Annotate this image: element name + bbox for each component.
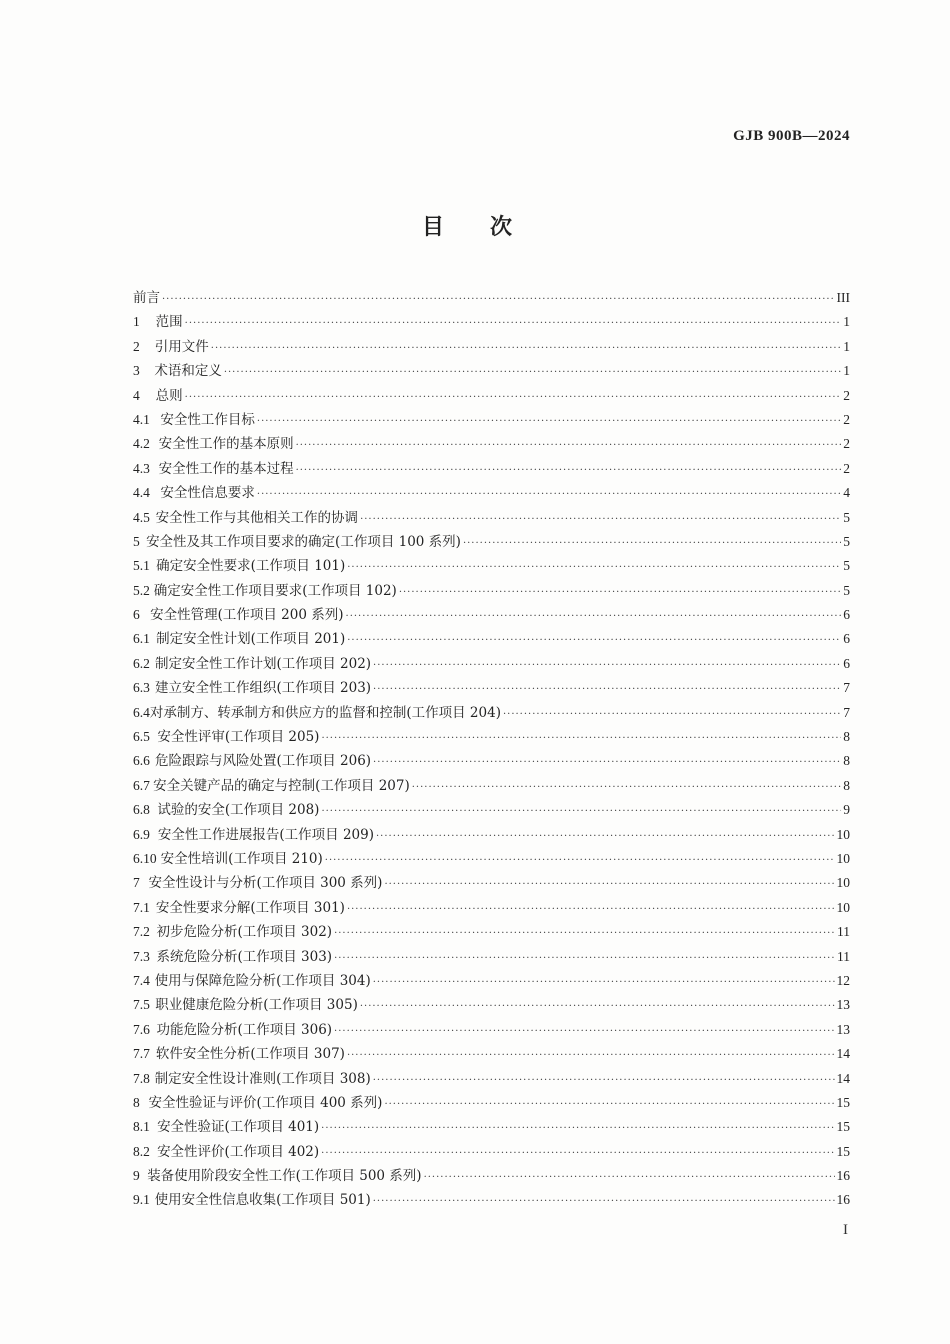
toc-entry-title: 建立安全性工作组织(工作项目 203) xyxy=(154,680,372,697)
toc-entry-title: 安全性要求分解(工作项目 301) xyxy=(155,899,345,916)
toc-entry-page: 4 xyxy=(843,485,850,501)
toc-leader-dots xyxy=(399,581,841,605)
toc-entry[interactable] xyxy=(133,530,850,554)
toc-entry-title: 危险跟踪与风险处置(工作项目 206) xyxy=(154,753,372,770)
toc-entry-number: 7.3 xyxy=(133,948,150,964)
toc-entry[interactable] xyxy=(133,993,850,1017)
toc-entry-page: 8 xyxy=(843,777,850,793)
toc-entry-number: 7 xyxy=(133,875,140,891)
toc-entry-title: 制定安全性计划(工作项目 201) xyxy=(156,631,346,648)
toc-leader-dots xyxy=(321,1117,834,1141)
toc-entry-number: 6.8 xyxy=(133,802,150,818)
toc-entry[interactable] xyxy=(133,384,850,408)
toc-entry-title: 安全性验证与评价(工作项目 400 系列) xyxy=(148,1094,383,1111)
toc-entry-page: 2 xyxy=(843,460,850,476)
toc-entry[interactable] xyxy=(133,627,850,651)
toc-entry[interactable] xyxy=(133,457,850,481)
toc-entry[interactable] xyxy=(133,603,850,627)
toc-leader-dots xyxy=(224,361,841,385)
toc-leader-dots xyxy=(257,483,841,507)
toc-entry-page: 2 xyxy=(843,411,850,427)
toc-title: 目次 xyxy=(421,215,558,240)
toc-entry[interactable] xyxy=(133,554,850,578)
toc-entry-number: 9.1 xyxy=(133,1192,150,1208)
toc-entry-title: 安全性设计与分析(工作项目 300 系列) xyxy=(148,875,383,892)
toc-entry-number: 8.2 xyxy=(133,1143,150,1159)
toc-entry-number: 6.9 xyxy=(133,826,150,842)
toc-entry-page: 10 xyxy=(836,850,850,866)
toc-entry[interactable] xyxy=(133,579,850,603)
toc-entry-title: 安全性工作进展报告(工作项目 209) xyxy=(157,826,374,843)
toc-entry-page: 5 xyxy=(843,533,850,549)
toc-entry-title: 确定安全性要求(工作项目 101) xyxy=(156,558,346,575)
toc-entry[interactable] xyxy=(133,823,850,847)
toc-entry-number: 4.5 xyxy=(133,509,150,525)
toc-entry-number: 6.2 xyxy=(133,655,150,671)
table-of-contents xyxy=(133,286,850,1213)
toc-leader-dots xyxy=(211,337,841,361)
toc-entry-title: 系统危险分析(工作项目 303) xyxy=(156,948,333,965)
toc-entry[interactable] xyxy=(133,896,850,920)
toc-entry-title: 安全性工作的基本原则 xyxy=(158,436,294,453)
toc-leader-dots xyxy=(334,1020,834,1044)
toc-entry-number: 8 xyxy=(133,1094,140,1110)
toc-leader-dots xyxy=(296,459,842,483)
toc-entry-page: 6 xyxy=(843,607,850,623)
standard-code: GJB 900B—2024 xyxy=(733,128,850,144)
toc-leader-dots xyxy=(296,434,842,458)
toc-entry-title: 初步危险分析(工作项目 302) xyxy=(156,924,333,941)
toc-entry[interactable] xyxy=(133,432,850,456)
toc-entry[interactable] xyxy=(133,1091,850,1115)
toc-leader-dots xyxy=(360,508,841,532)
toc-leader-dots xyxy=(384,1093,834,1117)
toc-entry-number: 7.5 xyxy=(133,997,150,1013)
toc-entry-page: 11 xyxy=(837,948,850,964)
toc-entry-title: 安全关键产品的确定与控制(工作项目 207) xyxy=(153,777,410,794)
toc-leader-dots xyxy=(321,727,841,751)
toc-entry-title: 总则 xyxy=(155,387,183,404)
toc-entry-title: 制定安全性工作计划(工作项目 202) xyxy=(154,655,372,672)
toc-entry[interactable] xyxy=(133,1018,850,1042)
toc-entry-title: 职业健康危险分析(工作项目 305) xyxy=(155,997,358,1014)
toc-entry-page: 13 xyxy=(836,1021,850,1037)
toc-entry[interactable] xyxy=(133,506,850,530)
toc-entry[interactable] xyxy=(133,1067,850,1091)
toc-leader-dots xyxy=(325,849,835,873)
toc-entry[interactable] xyxy=(133,847,850,871)
toc-entry[interactable] xyxy=(133,286,850,310)
toc-leader-dots xyxy=(424,1166,835,1190)
toc-entry-page: 5 xyxy=(843,558,850,574)
toc-leader-dots xyxy=(347,1044,835,1068)
toc-entry-number: 7.2 xyxy=(133,924,150,940)
toc-entry-page: 10 xyxy=(836,875,850,891)
toc-entry-title: 安全性管理(工作项目 200 系列) xyxy=(150,607,344,624)
toc-entry[interactable] xyxy=(133,1140,850,1164)
toc-entry[interactable] xyxy=(133,969,850,993)
toc-entry-number: 6.5 xyxy=(133,729,150,745)
toc-leader-dots xyxy=(373,1190,835,1214)
toc-entry-number: 2 xyxy=(133,338,140,354)
toc-leader-dots xyxy=(376,825,835,849)
toc-entry-number: 6.10 xyxy=(133,850,157,866)
toc-entry-page: 5 xyxy=(843,509,850,525)
toc-entry[interactable] xyxy=(133,652,850,676)
toc-entry[interactable] xyxy=(133,408,850,432)
toc-entry-title: 安全性验证(工作项目 401) xyxy=(157,1119,320,1136)
toc-entry-number: 7.1 xyxy=(133,899,150,915)
toc-entry-number: 4.1 xyxy=(133,411,150,427)
toc-entry[interactable] xyxy=(133,725,850,749)
toc-leader-dots xyxy=(373,1069,835,1093)
toc-leader-dots xyxy=(321,1142,834,1166)
toc-leader-dots xyxy=(360,995,835,1019)
toc-leader-dots xyxy=(384,873,834,897)
toc-entry-page: 14 xyxy=(836,1046,850,1062)
toc-entry-number: 6.1 xyxy=(133,631,150,647)
toc-entry-title: 安全性信息要求 xyxy=(160,485,255,502)
toc-entry-number: 7.6 xyxy=(133,1021,150,1037)
toc-entry-title: 安全性及其工作项目要求的确定(工作项目 100 系列) xyxy=(146,533,461,550)
toc-entry-page: 15 xyxy=(836,1119,850,1135)
toc-entry[interactable] xyxy=(133,1164,850,1188)
toc-entry-number: 7.4 xyxy=(133,972,150,988)
toc-entry-number: 4.2 xyxy=(133,436,150,452)
page-number: I xyxy=(843,1222,848,1238)
toc-entry-page: 15 xyxy=(836,1143,850,1159)
toc-entry[interactable] xyxy=(133,1042,850,1066)
toc-entry-page: 7 xyxy=(843,704,850,720)
toc-entry[interactable] xyxy=(133,359,850,383)
toc-entry[interactable] xyxy=(133,1115,850,1139)
toc-entry-page: 13 xyxy=(836,997,850,1013)
toc-entry-page: 2 xyxy=(843,436,850,452)
toc-entry-page: 1 xyxy=(843,363,850,379)
toc-entry-number: 4.3 xyxy=(133,460,150,476)
toc-entry[interactable] xyxy=(133,920,850,944)
toc-leader-dots xyxy=(321,800,841,824)
toc-leader-dots xyxy=(463,532,841,556)
toc-entry-title: 试验的安全(工作项目 208) xyxy=(157,802,320,819)
toc-leader-dots xyxy=(347,898,835,922)
toc-entry-title: 安全性工作目标 xyxy=(160,411,255,428)
toc-leader-dots xyxy=(334,922,835,946)
toc-entry-page: 10 xyxy=(836,899,850,915)
toc-entry[interactable] xyxy=(133,1188,850,1212)
toc-leader-dots xyxy=(185,312,842,336)
toc-entry[interactable] xyxy=(133,945,850,969)
toc-entry-page: 16 xyxy=(836,1192,850,1208)
toc-entry-number: 5.2 xyxy=(133,582,150,598)
toc-entry-title: 术语和定义 xyxy=(154,363,222,380)
toc-entry-title: 前言 xyxy=(133,290,160,306)
toc-entry-number: 1 xyxy=(133,314,140,330)
toc-entry-title: 安全性工作与其他相关工作的协调 xyxy=(155,509,359,526)
toc-entry-title: 使用与保障危险分析(工作项目 304) xyxy=(154,972,371,989)
toc-entry[interactable] xyxy=(133,774,850,798)
toc-entry-number: 7.7 xyxy=(133,1046,150,1062)
toc-entry[interactable] xyxy=(133,871,850,895)
toc-entry-number: 3 xyxy=(133,363,140,379)
toc-entry-title: 安全性评价(工作项目 402) xyxy=(157,1143,320,1160)
toc-entry-title: 装备使用阶段安全性工作(工作项目 500 系列) xyxy=(147,1168,422,1185)
toc-entry-number: 4.4 xyxy=(133,485,150,501)
toc-entry[interactable] xyxy=(133,798,850,822)
toc-entry-number: 6.7 xyxy=(133,777,150,793)
toc-entry[interactable] xyxy=(133,676,850,700)
toc-entry-number: 5 xyxy=(133,533,140,549)
toc-entry-page: 12 xyxy=(836,972,850,988)
toc-leader-dots xyxy=(346,605,842,629)
toc-entry[interactable] xyxy=(133,335,850,359)
toc-entry-page: 10 xyxy=(836,826,850,842)
toc-entry-title: 软件安全性分析(工作项目 307) xyxy=(155,1046,345,1063)
toc-entry-title: 功能危险分析(工作项目 306) xyxy=(156,1021,333,1038)
toc-entry-page: 6 xyxy=(843,631,850,647)
toc-entry-number: 8.1 xyxy=(133,1119,150,1135)
toc-entry-page: 7 xyxy=(843,680,850,696)
toc-leader-dots xyxy=(373,678,841,702)
toc-leader-dots xyxy=(412,776,842,800)
toc-entry[interactable] xyxy=(133,701,850,725)
toc-entry-page: 14 xyxy=(836,1070,850,1086)
toc-leader-dots xyxy=(373,751,841,775)
toc-entry-page: 11 xyxy=(837,924,850,940)
toc-entry[interactable] xyxy=(133,310,850,334)
toc-leader-dots xyxy=(162,288,835,312)
toc-entry-number: 7.8 xyxy=(133,1070,150,1086)
toc-leader-dots xyxy=(347,629,841,653)
toc-entry-number: 4 xyxy=(133,387,140,403)
toc-entry-page: 15 xyxy=(836,1094,850,1110)
toc-entry-page: 8 xyxy=(843,729,850,745)
toc-entry[interactable] xyxy=(133,749,850,773)
toc-entry-page: 6 xyxy=(843,655,850,671)
toc-entry-number: 9 xyxy=(133,1168,140,1184)
toc-entry-page: 9 xyxy=(843,802,850,818)
toc-entry-page: 1 xyxy=(843,314,850,330)
toc-entry[interactable] xyxy=(133,481,850,505)
toc-entry-page: 1 xyxy=(843,338,850,354)
toc-entry-title: 使用安全性信息收集(工作项目 501) xyxy=(154,1192,371,1209)
toc-entry-title: 引用文件 xyxy=(154,338,209,355)
toc-entry-page: 5 xyxy=(843,582,850,598)
toc-entry-title: 对承制方、转承制方和供应方的监督和控制(工作项目 204) xyxy=(149,704,501,721)
toc-leader-dots xyxy=(503,703,841,727)
toc-leader-dots xyxy=(373,971,835,995)
toc-leader-dots xyxy=(257,410,841,434)
toc-entry-title: 制定安全性设计准则(工作项目 308) xyxy=(154,1070,371,1087)
toc-entry-number: 6 xyxy=(133,607,140,623)
toc-entry-number: 5.1 xyxy=(133,558,150,574)
toc-entry-page: 2 xyxy=(843,387,850,403)
toc-leader-dots xyxy=(373,654,841,678)
toc-leader-dots xyxy=(334,947,835,971)
toc-leader-dots xyxy=(347,556,841,580)
toc-entry-number: 6.4 xyxy=(133,704,150,720)
toc-entry-title: 安全性培训(工作项目 210) xyxy=(160,850,323,867)
toc-entry-page: 8 xyxy=(843,753,850,769)
toc-leader-dots xyxy=(185,386,842,410)
toc-entry-page: III xyxy=(836,290,850,305)
toc-entry-number: 6.6 xyxy=(133,753,150,769)
toc-entry-title: 范围 xyxy=(155,314,183,331)
toc-entry-page: 16 xyxy=(836,1168,850,1184)
toc-entry-title: 安全性评审(工作项目 205) xyxy=(157,729,320,746)
toc-entry-title: 确定安全性工作项目要求(工作项目 102) xyxy=(153,582,397,599)
toc-entry-number: 6.3 xyxy=(133,680,150,696)
toc-entry-title: 安全性工作的基本过程 xyxy=(158,460,294,477)
